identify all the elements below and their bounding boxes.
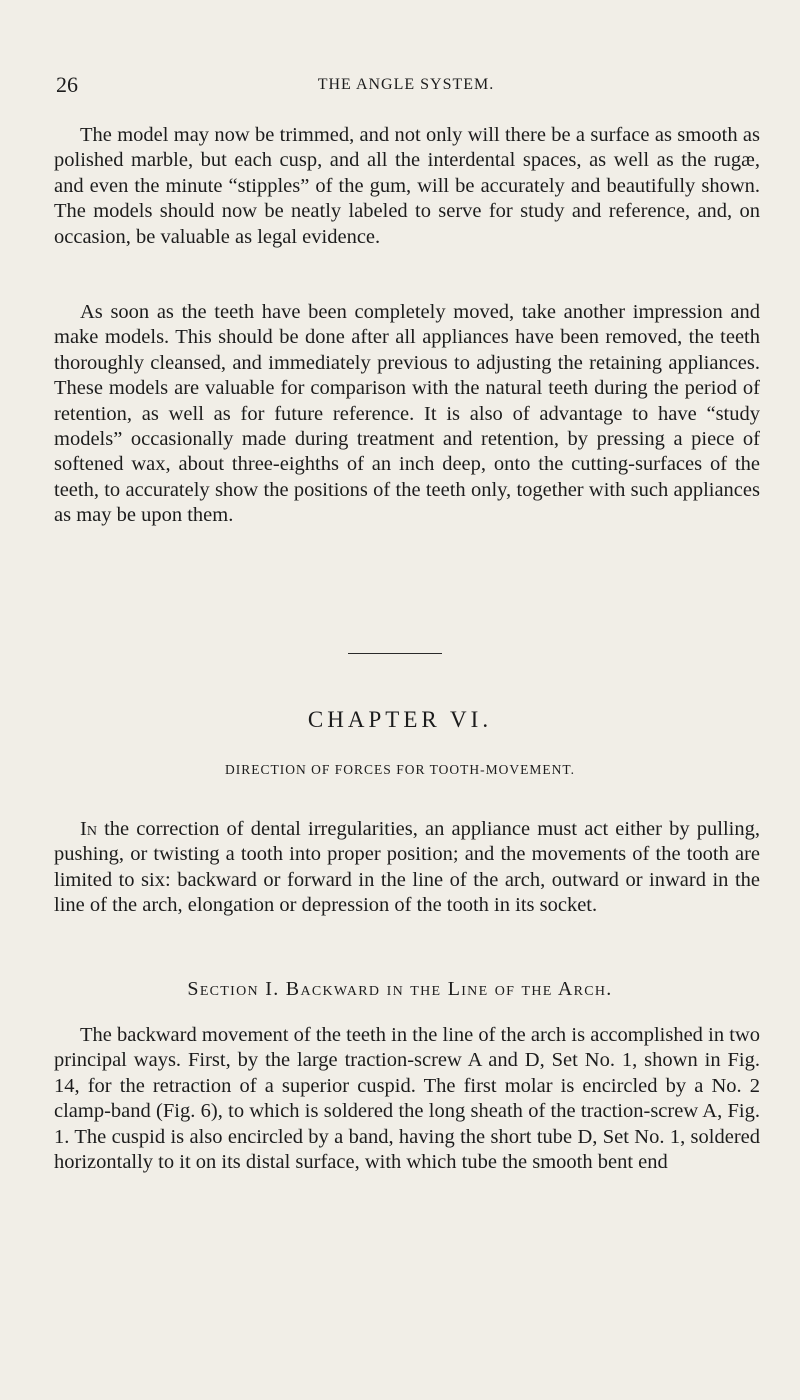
intro-first-word: In — [80, 818, 97, 840]
running-title: THE ANGLE SYSTEM. — [317, 76, 495, 93]
chapter-subtitle: DIRECTION OF FORCES FOR TOOTH-MOVEMENT. — [225, 762, 575, 777]
paragraph-model-trimming: The model may now be trimmed, and not only will there be a surface as smooth as polished marble, but each cusp, and all the interdental spaces, as well as the rugæ, and even the minute “stipples” of the gum, will be accurately and beautifully shown. The models should now be neatly labeled to serve for study and reference, and, on occasion, be valuable as legal evidence. — [54, 124, 760, 248]
section-divider — [348, 653, 442, 654]
page-number: 26 — [56, 72, 78, 97]
running-header — [56, 72, 756, 98]
paragraph-study-models: As soon as the teeth have been completely moved, take another impression and make models. This should be done after all appliances have been removed, the teeth thoroughly cleansed, and immediately previous to adjusting the retaining appliances. These models are valuable for comparison with the natural teeth during the period of retention, as well as for future reference. It is also of advantage to have “study models” occasionally made during treatment and retention, by pressing a piece of softened wax, about three-eighths of an inch deep, onto the cutting-surfaces of the teeth, to accurately show the positions of the teeth only, together with such appliances as may be upon them. — [54, 301, 760, 527]
paragraph-chapter-intro — [54, 817, 760, 919]
intro-text: the correction of dental irregularities, an appliance must act either by pulling, pushing, or twisting a tooth into proper position; and the movements of the tooth are limited to six: backward or forward in the line of the arch, outward or inward in the line of the arch, elongation or depression of the tooth in its socket. — [54, 818, 760, 917]
section-heading: Section I. Backward in the Line of the Arch. — [187, 978, 613, 1000]
chapter-title: CHAPTER VI. — [307, 707, 493, 732]
paragraph-section-body: The backward movement of the teeth in the line of the arch is accomplished in two principal ways. First, by the large traction-screw A and D, Set No. 1, shown in Fig. 14, for the retraction of a superior cuspid. The first molar is encircled by a No. 2 clamp-band (Fig. 6), to which is soldered the long sheath of the traction-screw A, Fig. 1. The cuspid is also encircled by a band, having the short tube D, Set No. 1, soldered horizontally to it on its distal surface, with which tube the smooth bent end — [54, 1024, 760, 1174]
